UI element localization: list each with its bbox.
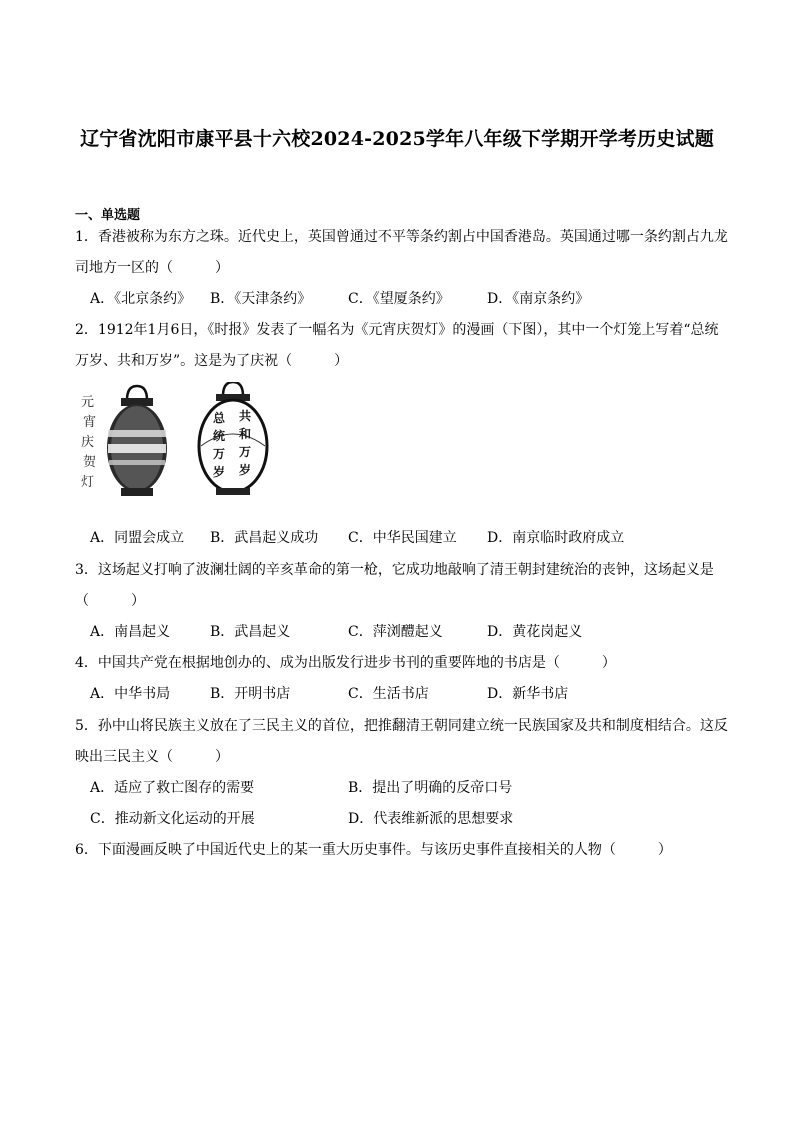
left-lantern-drawing — [107, 386, 167, 496]
q1-stem-line-2: 司地方一区的（ ） — [75, 260, 229, 276]
q4-option-a[interactable]: A．中华书局 — [90, 686, 171, 702]
q3-stem-line-1: 3．这场起义打响了波澜壮阔的辛亥革命的第一枪，它成功地敲响了清王朝封建统治的丧钟，这场起义是 — [75, 562, 714, 578]
lantern-char: 总 — [213, 411, 226, 425]
q3-option-c[interactable]: C．萍浏醴起义 — [348, 624, 443, 640]
q3-option-d[interactable]: D．黄花岗起义 — [487, 624, 583, 640]
lantern-char: 岁 — [239, 463, 252, 477]
cartoon-caption-char: 贺 — [83, 455, 97, 470]
q1-option-c[interactable]: C．《望厦条约》 — [348, 291, 450, 307]
lantern-char: 统 — [213, 429, 226, 443]
q2-option-c[interactable]: C．中华民国建立 — [348, 530, 457, 546]
lantern-char: 万 — [213, 447, 226, 461]
q1-stem-line-1: 1．香港被称为东方之珠。近代史上，英国曾通过不平等条约割占中国香港岛。英国通过哪一条约割占九龙 — [75, 229, 728, 245]
q2-option-d[interactable]: D．南京临时政府成立 — [487, 530, 625, 546]
q4-option-c[interactable]: C．生活书店 — [348, 686, 429, 702]
q5-option-b[interactable]: B．提出了明确的反帝口号 — [348, 780, 513, 796]
q4-option-d[interactable]: D．新华书店 — [487, 686, 569, 702]
section-heading: 一、单选题 — [75, 208, 141, 223]
right-lantern-drawing — [199, 382, 267, 495]
lantern-char: 岁 — [213, 465, 226, 479]
q6-stem-line-1: 6．下面漫画反映了中国近代史上的某一重大历史事件。与该历史事件直接相关的人物（ ） — [75, 842, 672, 858]
cartoon-caption-char: 灯 — [81, 475, 95, 490]
page-title: 辽宁省沈阳市康平县十六校2024-2025学年八年级下学期开学考历史试题 — [80, 128, 714, 150]
q2-option-a[interactable]: A．同盟会成立 — [90, 530, 185, 546]
q5-option-d[interactable]: D．代表维新派的思想要求 — [348, 811, 514, 827]
q2-stem-line-2: 万岁、共和万岁”。这是为了庆祝（ ） — [75, 353, 349, 369]
q5-stem-line-1: 5．孙中山将民族主义放在了三民主义的首位，把推翻清王朝同建立统一民族国家及共和制度相结合。这反 — [75, 718, 728, 734]
q5-stem-line-2: 映出三民主义（ ） — [75, 749, 229, 765]
q1-option-d[interactable]: D．《南京条约》 — [487, 291, 590, 307]
q2-option-b[interactable]: B．武昌起义成功 — [210, 530, 319, 546]
cartoon-caption-char: 元 — [81, 395, 95, 410]
lantern-char: 万 — [239, 445, 252, 459]
q3-option-a[interactable]: A．南昌起义 — [90, 624, 171, 640]
q4-stem-line-1: 4．中国共产党在根据地创办的、成为出版发行进步书刊的重要阵地的书店是（ ） — [75, 655, 616, 671]
cartoon-caption-char: 庆 — [81, 435, 95, 450]
cartoon-caption-char: 宵 — [83, 415, 97, 430]
lantern-cartoon-image — [75, 382, 275, 512]
q1-option-b[interactable]: B．《天津条约》 — [210, 291, 312, 307]
lantern-char: 和 — [239, 427, 252, 441]
lantern-char: 共 — [239, 409, 252, 423]
q5-option-a[interactable]: A．适应了救亡图存的需要 — [90, 780, 255, 796]
q4-option-b[interactable]: B．开明书店 — [210, 686, 291, 702]
q2-stem-line-1: 2．1912年1月6日，《时报》发表了一幅名为《元宵庆贺灯》的漫画（下图），其中一个灯笼上写着“总统 — [75, 322, 719, 338]
q3-stem-line-2: （ ） — [75, 593, 145, 609]
q3-option-b[interactable]: B．武昌起义 — [210, 624, 291, 640]
q1-option-a[interactable]: A．《北京条约》 — [90, 291, 192, 307]
q5-option-c[interactable]: C．推动新文化运动的开展 — [90, 811, 255, 827]
